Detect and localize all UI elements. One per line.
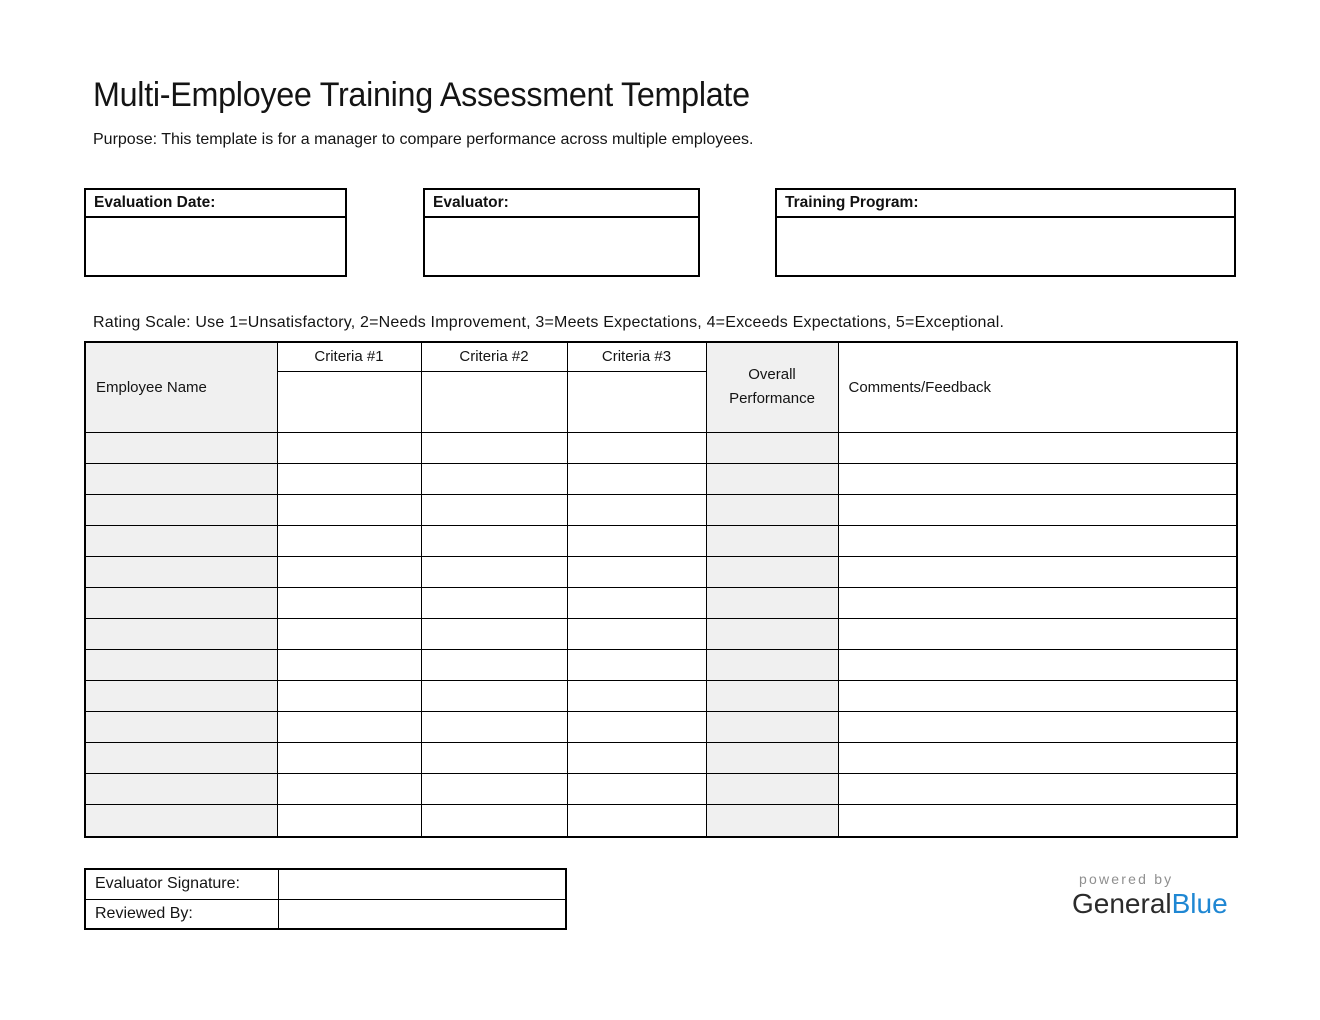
criteria-1-cell[interactable] bbox=[277, 587, 421, 618]
criteria-1-cell[interactable] bbox=[277, 432, 421, 463]
criteria-2-cell[interactable] bbox=[421, 742, 567, 773]
brand-name-blue: Blue bbox=[1171, 888, 1228, 919]
criteria-1-cell[interactable] bbox=[277, 773, 421, 804]
rating-scale-text: Rating Scale: Use 1=Unsatisfactory, 2=Needs Improvement, 3=Meets Expectations, 4=Exceeds Expectations, 5=Exceptional. bbox=[93, 314, 1005, 331]
employee-name-cell[interactable] bbox=[85, 556, 277, 587]
assessment-row bbox=[85, 587, 1237, 618]
criteria-1-cell[interactable] bbox=[277, 556, 421, 587]
assessment-row bbox=[85, 525, 1237, 556]
criteria-2-cell[interactable] bbox=[421, 649, 567, 680]
evaluation-date-label: Evaluation Date: bbox=[86, 190, 345, 218]
criteria-2-cell[interactable] bbox=[421, 525, 567, 556]
purpose-text: Purpose: This template is for a manager to compare performance across multiple employees. bbox=[93, 131, 754, 148]
comments-cell[interactable] bbox=[838, 525, 1237, 556]
criteria-2-header: Criteria #2 bbox=[421, 342, 567, 371]
criteria-2-cell[interactable] bbox=[421, 773, 567, 804]
overall-performance-cell[interactable] bbox=[706, 804, 838, 837]
comments-cell[interactable] bbox=[838, 587, 1237, 618]
criteria-1-cell[interactable] bbox=[277, 618, 421, 649]
assessment-row bbox=[85, 463, 1237, 494]
overall-performance-cell[interactable] bbox=[706, 649, 838, 680]
brand-name bbox=[1072, 887, 1228, 920]
criteria-2-cell[interactable] bbox=[421, 618, 567, 649]
evaluator-label: Evaluator: bbox=[425, 190, 698, 218]
overall-performance-cell[interactable] bbox=[706, 432, 838, 463]
criteria-3-cell[interactable] bbox=[567, 494, 706, 525]
overall-performance-cell[interactable] bbox=[706, 463, 838, 494]
comments-cell[interactable] bbox=[838, 618, 1237, 649]
comments-cell[interactable] bbox=[838, 556, 1237, 587]
overall-performance-cell[interactable] bbox=[706, 618, 838, 649]
assessment-table-body bbox=[85, 432, 1237, 837]
criteria-3-cell[interactable] bbox=[567, 649, 706, 680]
assessment-row bbox=[85, 494, 1237, 525]
comments-cell[interactable] bbox=[838, 742, 1237, 773]
criteria-3-header: Criteria #3 bbox=[567, 342, 706, 371]
overall-performance-cell[interactable] bbox=[706, 773, 838, 804]
reviewed-by-label: Reviewed By: bbox=[85, 899, 278, 929]
overall-performance-cell[interactable] bbox=[706, 587, 838, 618]
assessment-header-row bbox=[85, 342, 1237, 371]
criteria-3-cell[interactable] bbox=[567, 804, 706, 837]
assessment-row bbox=[85, 742, 1237, 773]
criteria-1-header: Criteria #1 bbox=[277, 342, 421, 371]
criteria-3-cell[interactable] bbox=[567, 463, 706, 494]
criteria-3-cell[interactable] bbox=[567, 742, 706, 773]
evaluator-field[interactable] bbox=[425, 218, 698, 273]
employee-name-cell[interactable] bbox=[85, 618, 277, 649]
employee-name-cell[interactable] bbox=[85, 773, 277, 804]
overall-performance-cell[interactable] bbox=[706, 556, 838, 587]
overall-performance-cell[interactable] bbox=[706, 742, 838, 773]
criteria-1-cell[interactable] bbox=[277, 525, 421, 556]
criteria-3-cell[interactable] bbox=[567, 773, 706, 804]
criteria-3-name-cell[interactable] bbox=[567, 371, 706, 432]
employee-name-header: Employee Name bbox=[85, 342, 277, 432]
overall-performance-header: Overall Performance bbox=[706, 342, 838, 432]
employee-name-cell[interactable] bbox=[85, 711, 277, 742]
reviewed-by-field[interactable] bbox=[278, 899, 566, 929]
overall-performance-cell[interactable] bbox=[706, 494, 838, 525]
evaluation-date-box bbox=[84, 188, 347, 277]
criteria-2-cell[interactable] bbox=[421, 804, 567, 837]
page-title: Multi-Employee Training Assessment Template bbox=[93, 76, 750, 114]
comments-cell[interactable] bbox=[838, 804, 1237, 837]
employee-name-cell[interactable] bbox=[85, 680, 277, 711]
employee-name-cell[interactable] bbox=[85, 804, 277, 837]
criteria-2-cell[interactable] bbox=[421, 711, 567, 742]
criteria-2-cell[interactable] bbox=[421, 494, 567, 525]
training-program-box bbox=[775, 188, 1236, 277]
comments-cell[interactable] bbox=[838, 711, 1237, 742]
assessment-row bbox=[85, 804, 1237, 837]
assessment-row bbox=[85, 680, 1237, 711]
criteria-3-cell[interactable] bbox=[567, 618, 706, 649]
assessment-row bbox=[85, 649, 1237, 680]
training-program-label: Training Program: bbox=[777, 190, 1234, 218]
employee-name-cell[interactable] bbox=[85, 432, 277, 463]
overall-performance-cell[interactable] bbox=[706, 711, 838, 742]
criteria-3-cell[interactable] bbox=[567, 525, 706, 556]
evaluator-signature-label: Evaluator Signature: bbox=[85, 869, 278, 899]
training-program-field[interactable] bbox=[777, 218, 1234, 273]
evaluator-box bbox=[423, 188, 700, 277]
assessment-table bbox=[84, 341, 1238, 838]
comments-cell[interactable] bbox=[838, 432, 1237, 463]
reviewed-by-row bbox=[85, 899, 566, 929]
evaluator-signature-row bbox=[85, 869, 566, 899]
criteria-1-cell[interactable] bbox=[277, 804, 421, 837]
signature-table bbox=[84, 868, 567, 930]
employee-name-cell[interactable] bbox=[85, 742, 277, 773]
criteria-3-cell[interactable] bbox=[567, 432, 706, 463]
criteria-2-cell[interactable] bbox=[421, 680, 567, 711]
assessment-row bbox=[85, 711, 1237, 742]
criteria-1-cell[interactable] bbox=[277, 494, 421, 525]
criteria-2-cell[interactable] bbox=[421, 432, 567, 463]
assessment-row bbox=[85, 618, 1237, 649]
criteria-1-cell[interactable] bbox=[277, 742, 421, 773]
generalblue-logo bbox=[1072, 871, 1228, 920]
criteria-1-cell[interactable] bbox=[277, 711, 421, 742]
employee-name-cell[interactable] bbox=[85, 649, 277, 680]
overall-performance-cell[interactable] bbox=[706, 680, 838, 711]
comments-cell[interactable] bbox=[838, 649, 1237, 680]
comments-feedback-header: Comments/Feedback bbox=[838, 342, 1237, 432]
employee-name-cell[interactable] bbox=[85, 525, 277, 556]
comments-cell[interactable] bbox=[838, 773, 1237, 804]
criteria-3-cell[interactable] bbox=[567, 711, 706, 742]
criteria-2-cell[interactable] bbox=[421, 556, 567, 587]
criteria-2-cell[interactable] bbox=[421, 587, 567, 618]
criteria-3-cell[interactable] bbox=[567, 587, 706, 618]
employee-name-cell[interactable] bbox=[85, 494, 277, 525]
assessment-row bbox=[85, 432, 1237, 463]
employee-name-cell[interactable] bbox=[85, 587, 277, 618]
evaluator-signature-field[interactable] bbox=[278, 869, 566, 899]
brand-name-general: General bbox=[1072, 888, 1172, 919]
assessment-row bbox=[85, 556, 1237, 587]
comments-cell[interactable] bbox=[838, 680, 1237, 711]
criteria-1-cell[interactable] bbox=[277, 649, 421, 680]
criteria-3-cell[interactable] bbox=[567, 680, 706, 711]
comments-cell[interactable] bbox=[838, 494, 1237, 525]
criteria-3-cell[interactable] bbox=[567, 556, 706, 587]
comments-cell[interactable] bbox=[838, 463, 1237, 494]
criteria-1-cell[interactable] bbox=[277, 463, 421, 494]
evaluation-date-field[interactable] bbox=[86, 218, 345, 273]
assessment-row bbox=[85, 773, 1237, 804]
overall-performance-cell[interactable] bbox=[706, 525, 838, 556]
criteria-2-name-cell[interactable] bbox=[421, 371, 567, 432]
powered-by-text: powered by bbox=[1079, 871, 1174, 887]
employee-name-cell[interactable] bbox=[85, 463, 277, 494]
criteria-2-cell[interactable] bbox=[421, 463, 567, 494]
criteria-1-name-cell[interactable] bbox=[277, 371, 421, 432]
criteria-1-cell[interactable] bbox=[277, 680, 421, 711]
